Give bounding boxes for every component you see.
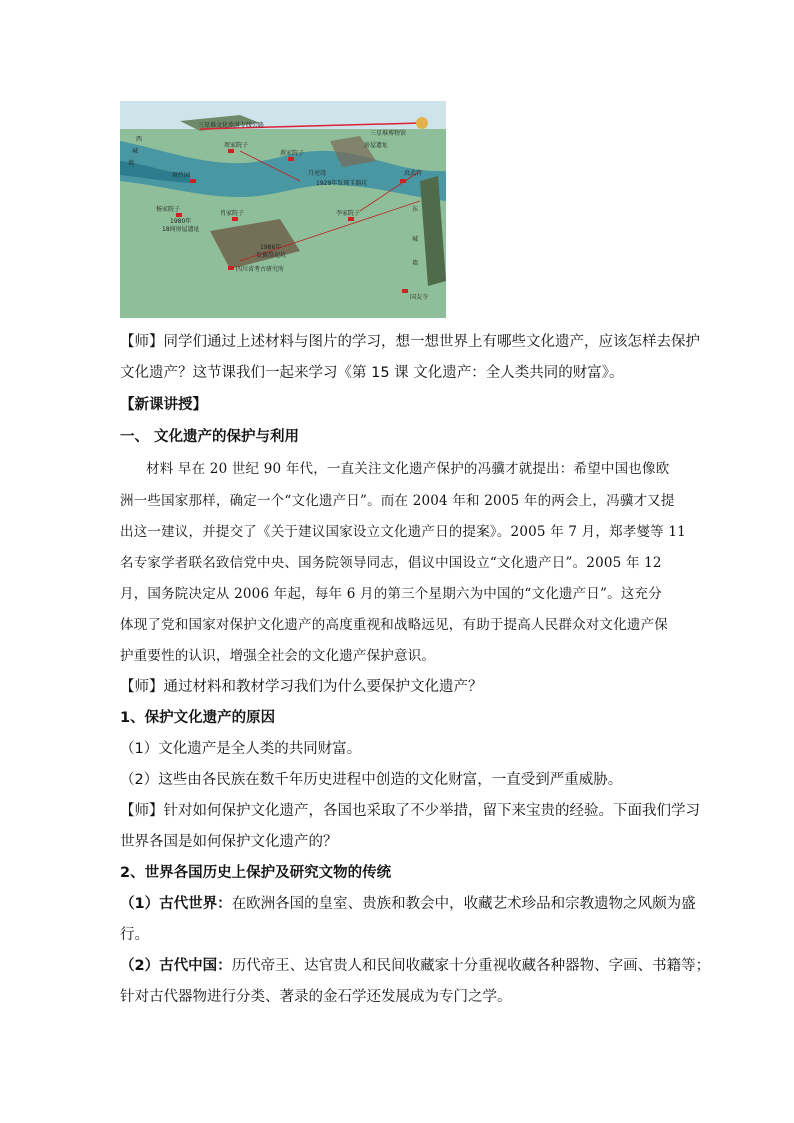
map-label-east-city: 城	[412, 236, 419, 243]
map-label-institute: 四川省考古研究所	[236, 266, 285, 273]
map-label-yanjia: 燕家院子	[280, 150, 305, 157]
question-how-protect-line2: 世界各国是如何保护文化遗产的？	[120, 834, 338, 850]
map-label-museum: 三星堆博物馆	[370, 130, 407, 137]
map-label-1929: 1929年发现玉器坑	[316, 180, 368, 187]
map-sky	[120, 101, 446, 129]
map-label-1986: 1986年	[260, 244, 282, 251]
marker-yanjia	[288, 157, 294, 161]
tradition-ancient-china-text: 历代帝王、达官贵人和民间收藏家十分重视收藏各种器物、字画、书籍等；	[231, 958, 711, 974]
map-label-wall: 墙	[128, 160, 135, 167]
material-line6: 体现了党和国家对保护文化遗产的高度重视和战略远见，有助于提高人民群众对文化遗产保	[120, 617, 668, 633]
heading-protection: 一、 文化遗产的保护与利用	[120, 429, 300, 445]
map-label-banzhu: 斑竹园	[172, 172, 191, 179]
map-label-1986b: 发掘祭祀坑	[256, 252, 287, 259]
material-line3: 出这一建议，并提交了《关于建议国家设立文化遗产日的提案》。2005 年 7 月，郑孝燮等 11	[120, 524, 686, 540]
map-label-temple: 国友寺	[410, 294, 429, 301]
heading-reasons: 1、保护文化遗产的原因	[120, 710, 276, 726]
tradition-ancient-world-text: 在欧洲各国的皇室、贵族和教会中，收藏艺术珍品和宗教遗物之风颇为盛	[231, 896, 696, 912]
marker-temple	[402, 289, 408, 293]
material-line4: 名专家学者联名致信党中央、国务院领导同志，倡议中国设立“文化遗产日”。2005 年 12	[120, 555, 662, 571]
map-label-1980: 1980年	[170, 218, 192, 225]
question-why-protect: 【师】通过材料和教材学习我们为什么要保护文化遗产？	[120, 679, 483, 695]
map-label-zhenwu: 真武宫	[404, 170, 423, 177]
map-label-zhoujia: 周家院子	[224, 142, 249, 149]
marker-yangjia	[176, 213, 182, 217]
map-label-east: 东	[412, 206, 419, 213]
map-label-1980b: 18间房屋遗址	[162, 226, 200, 233]
reason-2: （2）这些由各民族在数千年历史进程中创造的文化财富，一直受到严重威胁。	[120, 772, 623, 788]
material-line7: 护重要性的认识，增强全社会的文化遗产保护意识。	[120, 648, 436, 664]
material-line1: 材料 早在 20 世纪 90 年代，一直关注文化遗产保护的冯骥才就提出：希望中国也像欧	[146, 461, 670, 477]
map-label-city: 城	[132, 148, 139, 155]
para-intro-line1: 【师】同学们通过上述材料与图片的学习，想一想世界上有哪些文化遗产，应该怎样去保护	[120, 334, 700, 350]
map-label-yangjia: 杨家院子	[156, 206, 181, 213]
map-label-west: 西	[136, 136, 143, 143]
map-label-yueliang: 月亮湾	[308, 170, 327, 177]
marker-xiaojia	[232, 217, 238, 221]
tradition-ancient-china-label: （2）古代中国：	[120, 958, 232, 974]
tradition-ancient-china-line2: 针对古代器物进行分类、著录的金石学还发展成为专门之学。	[120, 989, 512, 1005]
reason-1: （1）文化遗产是全人类的共同财富。	[120, 741, 362, 757]
marker-institute	[228, 266, 234, 270]
map-label-site: 房屋遗址	[364, 142, 389, 149]
section-heading-new-lesson: 【新课讲授】	[120, 397, 207, 413]
marker-luojia	[400, 179, 406, 183]
tradition-ancient-china-line1	[120, 956, 711, 976]
sanxingdui-site-map	[120, 101, 446, 318]
tradition-ancient-world-line2: 行。	[120, 927, 149, 943]
material-line2: 洲一些国家那样，确定一个“文化遗产日”。而在 2004 年和 2005 年的两会上，冯骥才又提	[120, 493, 675, 509]
map-label-road: 三星堆文化旅游专线公路	[198, 122, 265, 129]
map-label-east-wall: 墙	[412, 260, 419, 267]
marker-zhoujia	[228, 149, 234, 153]
tradition-ancient-world-label: （1）古代世界：	[120, 896, 232, 912]
tradition-ancient-world-line1	[120, 894, 696, 914]
museum-icon	[416, 117, 428, 129]
marker-banzhu	[190, 179, 196, 183]
material-line5: 月，国务院决定从 2006 年起，每年 6 月的第三个星期六为中国的“文化遗产日”。这充分	[120, 586, 662, 602]
marker-li	[348, 217, 354, 221]
map-label-li: 李家院子	[336, 210, 361, 217]
map-label-xiaojia: 肖家院子	[220, 210, 245, 217]
question-how-protect-line1: 【师】针对如何保护文化遗产，各国也采取了不少举措，留下来宝贵的经验。下面我们学习	[120, 803, 700, 819]
heading-traditions: 2、世界各国历史上保护及研究文物的传统	[120, 865, 392, 881]
para-intro-line2: 文化遗产？这节课我们一起来学习《第 15 课 文化遗产：全人类共同的财富》。	[120, 365, 624, 381]
